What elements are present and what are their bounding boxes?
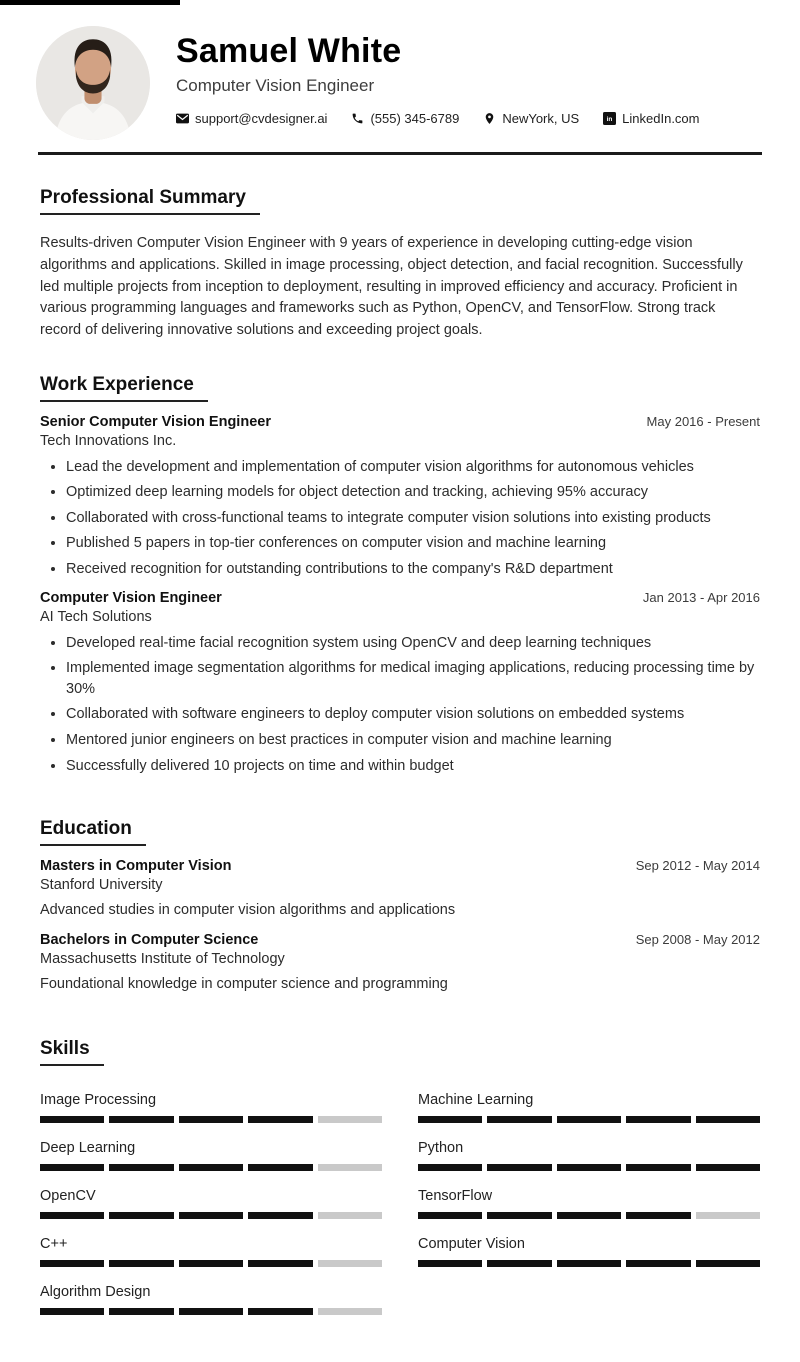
- skill-bar-segment: [248, 1164, 312, 1171]
- skill-bar-segment: [696, 1212, 760, 1219]
- skill-bar-segment: [487, 1212, 551, 1219]
- job-entry: [40, 590, 760, 776]
- person-job-title: Computer Vision Engineer: [176, 76, 375, 96]
- resume-header: [0, 0, 800, 140]
- skill-bar: [40, 1260, 382, 1267]
- bullet-item: • Collaborated with software engineers to deploy computer vision solutions on embedded systems: [66, 704, 760, 725]
- job-title: Computer Vision Engineer: [40, 589, 222, 606]
- skill-item: [40, 1284, 382, 1315]
- section-education: [40, 786, 760, 992]
- skill-bar: [40, 1308, 382, 1315]
- bullet-item: • Published 5 papers in top-tier conferences on computer vision and machine learning: [66, 533, 760, 554]
- skill-bar-segment: [626, 1116, 690, 1123]
- skill-bar-segment: [557, 1116, 621, 1123]
- education-school: Massachusetts Institute of Technology: [40, 951, 285, 968]
- skill-bar-segment: [248, 1308, 312, 1315]
- education-dates: Sep 2008 - May 2012: [635, 932, 760, 948]
- skill-bar: [40, 1164, 382, 1171]
- education-head: [40, 858, 760, 874]
- skill-bar-segment: [418, 1116, 482, 1123]
- skill-bar-segment: [109, 1260, 173, 1267]
- skill-bar-segment: [487, 1164, 551, 1171]
- top-accent-bar: [0, 0, 180, 5]
- job-bullets: [40, 457, 760, 580]
- education-description: Foundational knowledge in computer science and programming: [40, 976, 448, 993]
- job-company: AI Tech Solutions: [40, 608, 152, 625]
- education-entry: [40, 932, 760, 992]
- skill-item: [40, 1092, 382, 1123]
- education-school: Stanford University: [40, 877, 163, 894]
- skill-name: Deep Learning: [40, 1140, 136, 1157]
- skill-item: [418, 1188, 760, 1219]
- avatar-photo: [36, 26, 150, 140]
- skill-bar-segment: [179, 1308, 243, 1315]
- education-degree: Masters in Computer Vision: [40, 858, 232, 875]
- contact-phone-text: (555) 345-6789: [370, 111, 460, 127]
- skill-bar-segment: [179, 1116, 243, 1123]
- contact-linkedin[interactable]: [603, 111, 699, 126]
- skill-bar-segment: [318, 1212, 382, 1219]
- svg-text:in: in: [606, 116, 613, 124]
- job-dates: Jan 2013 - Apr 2016: [642, 589, 760, 605]
- skill-item: [418, 1236, 760, 1267]
- skill-item: [418, 1092, 760, 1123]
- skill-bar-segment: [487, 1260, 551, 1267]
- section-skills: [40, 1006, 760, 1332]
- skill-bar-segment: [179, 1260, 243, 1267]
- bullet-item: • Lead the development and implementation of computer vision algorithms for autonomous vehicles: [66, 457, 760, 478]
- avatar: [36, 26, 150, 140]
- bullet-item: • Mentored junior engineers on best practices in computer vision and machine learning: [66, 730, 760, 751]
- contact-location[interactable]: [483, 111, 579, 126]
- skill-bar: [418, 1212, 760, 1219]
- bullet-item: • Received recognition for outstanding contributions to the company's R&D department: [66, 559, 760, 580]
- skill-bar-segment: [626, 1260, 690, 1267]
- skill-bar-segment: [248, 1212, 312, 1219]
- skill-bar-segment: [487, 1116, 551, 1123]
- skill-bar-segment: [248, 1260, 312, 1267]
- skill-bar-segment: [248, 1116, 312, 1123]
- linkedin-icon: [603, 112, 616, 125]
- skill-bar-segment: [418, 1212, 482, 1219]
- header-text: [176, 26, 700, 126]
- skill-bar-segment: [318, 1116, 382, 1123]
- skill-bar-segment: [40, 1116, 104, 1123]
- skill-bar: [40, 1116, 382, 1123]
- skill-bar-segment: [318, 1164, 382, 1171]
- skill-bar-segment: [696, 1164, 760, 1171]
- skill-bar-segment: [557, 1260, 621, 1267]
- skill-bar-segment: [109, 1164, 173, 1171]
- education-list: [40, 858, 760, 992]
- skill-item: [40, 1188, 382, 1219]
- skill-bar-segment: [626, 1212, 690, 1219]
- bullet-item: • Successfully delivered 10 projects on time and within budget: [66, 756, 760, 777]
- skill-bar: [418, 1260, 760, 1267]
- skill-bar: [418, 1164, 760, 1171]
- skill-bar-segment: [40, 1308, 104, 1315]
- skill-bar-segment: [557, 1164, 621, 1171]
- skill-bar-segment: [557, 1212, 621, 1219]
- section-summary: [40, 155, 760, 342]
- job-dates: May 2016 - Present: [646, 413, 760, 429]
- skills-column-left: [40, 1092, 382, 1332]
- skill-bar-segment: [179, 1164, 243, 1171]
- skill-bar-segment: [318, 1260, 382, 1267]
- skill-bar: [418, 1116, 760, 1123]
- location-icon: [483, 112, 496, 125]
- skill-bar-segment: [109, 1212, 173, 1219]
- bullet-item: • Implemented image segmentation algorithms for medical imaging applications, reducing processing time by 30%: [66, 658, 760, 699]
- job-list: [40, 414, 760, 776]
- skill-bar-segment: [418, 1164, 482, 1171]
- skill-bar-segment: [40, 1260, 104, 1267]
- skill-bar-segment: [40, 1212, 104, 1219]
- education-heading: Education: [40, 818, 146, 846]
- contact-row: [176, 111, 700, 126]
- skill-name: Machine Learning: [418, 1092, 534, 1109]
- work-heading: Work Experience: [40, 374, 208, 402]
- skill-name: OpenCV: [40, 1188, 96, 1205]
- skill-name: C++: [40, 1236, 68, 1253]
- skill-item: [40, 1236, 382, 1267]
- skill-bar-segment: [626, 1164, 690, 1171]
- skills-column-right: [418, 1092, 760, 1332]
- summary-heading: Professional Summary: [40, 187, 260, 215]
- skill-name: Image Processing: [40, 1092, 157, 1109]
- person-name: Samuel White: [176, 32, 402, 70]
- contact-location-text: NewYork, US: [502, 111, 580, 127]
- skill-bar-segment: [40, 1164, 104, 1171]
- education-head: [40, 932, 760, 948]
- skill-bar-segment: [696, 1260, 760, 1267]
- bullet-item: • Collaborated with cross-functional teams to integrate computer vision solutions into existing products: [66, 508, 760, 529]
- job-head: [40, 590, 760, 606]
- job-title: Senior Computer Vision Engineer: [40, 413, 271, 430]
- contact-email[interactable]: [176, 111, 327, 126]
- resume-body: [0, 155, 800, 1362]
- job-entry: [40, 414, 760, 580]
- education-dates: Sep 2012 - May 2014: [635, 858, 760, 874]
- bullet-item: • Developed real-time facial recognition system using OpenCV and deep learning techniques: [66, 633, 760, 654]
- contact-linkedin-text: LinkedIn.com: [622, 111, 700, 127]
- phone-icon: [351, 112, 364, 125]
- skill-name: Algorithm Design: [40, 1284, 151, 1301]
- section-work-experience: [40, 342, 760, 776]
- email-icon: [176, 112, 189, 125]
- education-description: Advanced studies in computer vision algorithms and applications: [40, 902, 456, 919]
- summary-text: Results-driven Computer Vision Engineer with 9 years of experience in developing cutting-edge vision algorithms and applications. Skilled in image processing, object detection, and facial recognition. Successfully led multiple projects from inception to deployment, resulting in improved efficiency and accuracy. Proficient in various programming languages and frameworks such as Python, OpenCV, and TensorFlow. Strong track record of delivering innovative solutions and exceeding project goals.: [40, 235, 743, 338]
- education-degree: Bachelors in Computer Science: [40, 932, 259, 949]
- skill-bar-segment: [318, 1308, 382, 1315]
- skill-name: TensorFlow: [418, 1188, 493, 1205]
- contact-email-text: support@cvdesigner.ai: [195, 111, 328, 127]
- skill-bar: [40, 1212, 382, 1219]
- skill-bar-segment: [109, 1308, 173, 1315]
- job-company: Tech Innovations Inc.: [40, 432, 177, 449]
- education-entry: [40, 858, 760, 918]
- bullet-item: • Optimized deep learning models for object detection and tracking, achieving 95% accuracy: [66, 482, 760, 503]
- job-bullets: [40, 633, 760, 776]
- skill-name: Python: [418, 1140, 464, 1157]
- skill-item: [418, 1140, 760, 1171]
- skill-bar-segment: [179, 1212, 243, 1219]
- contact-phone[interactable]: [351, 111, 459, 126]
- skill-bar-segment: [696, 1116, 760, 1123]
- skills-heading: Skills: [40, 1038, 104, 1066]
- job-head: [40, 414, 760, 430]
- skills-grid: [40, 1092, 760, 1332]
- skill-bar-segment: [109, 1116, 173, 1123]
- skill-name: Computer Vision: [418, 1236, 525, 1253]
- skill-bar-segment: [418, 1260, 482, 1267]
- skill-item: [40, 1140, 382, 1171]
